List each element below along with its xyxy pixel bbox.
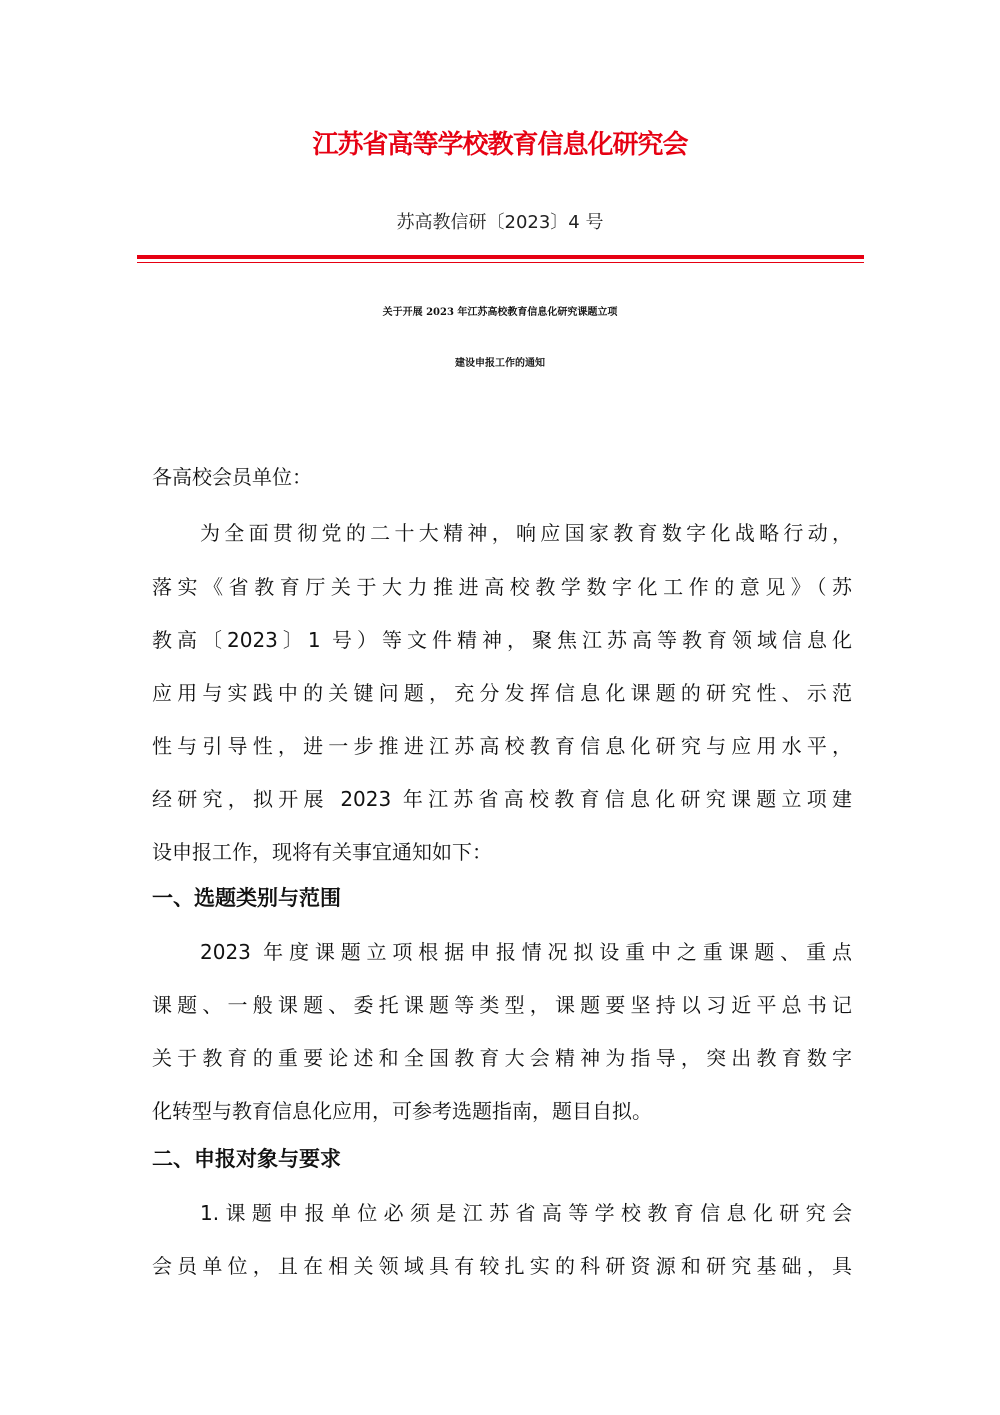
intro-line: 应用与实践中的关键问题，充分发挥信息化课题的研究性、示范 [152, 681, 852, 705]
red-divider-thick [137, 255, 864, 259]
section-1-line: 化转型与教育信息化应用，可参考选题指南，题目自拟。 [152, 1099, 652, 1123]
intro-line: 性与引导性，进一步推进江苏高校教育信息化研究与应用水平， [152, 734, 852, 758]
document-title-line-2: 建设申报工作的通知 [455, 358, 545, 369]
red-divider-thin [137, 262, 864, 263]
section-1-line: 2023 年度课题立项根据申报情况拟设重中之重课题、重点 [200, 940, 852, 964]
salutation: 各高校会员单位： [152, 465, 312, 489]
section-2-line: 会员单位，且在相关领域具有较扎实的科研资源和研究基础，具 [152, 1254, 852, 1278]
section-1-line: 关于教育的重要论述和全国教育大会精神为指导，突出教育数字 [152, 1046, 852, 1070]
document-title-line-1: 关于开展 2023 年江苏高校教育信息化研究课题立项 [382, 307, 618, 318]
intro-line: 经研究，拟开展 2023 年江苏省高校教育信息化研究课题立项建 [152, 787, 852, 811]
intro-line: 落实《省教育厅关于大力推进高校教学数字化工作的意见》（苏 [152, 575, 852, 599]
document-number: 苏高教信研〔2023〕4 号 [396, 212, 604, 233]
section-heading-2: 二、申报对象与要求 [152, 1147, 341, 1171]
intro-line: 教高〔2023〕1 号）等文件精神，聚焦江苏高等教育领域信息化 [152, 628, 852, 652]
section-1-line: 课题、一般课题、委托课题等类型，课题要坚持以习近平总书记 [152, 993, 852, 1017]
section-2-line: 1.课题申报单位必须是江苏省高等学校教育信息化研究会 [200, 1201, 852, 1225]
section-heading-1: 一、选题类别与范围 [152, 886, 341, 910]
intro-line: 设申报工作，现将有关事宜通知如下： [152, 840, 492, 864]
org-name-header: 江苏省高等学校教育信息化研究会 [312, 130, 688, 160]
intro-line: 为全面贯彻党的二十大精神，响应国家教育数字化战略行动， [200, 521, 852, 545]
